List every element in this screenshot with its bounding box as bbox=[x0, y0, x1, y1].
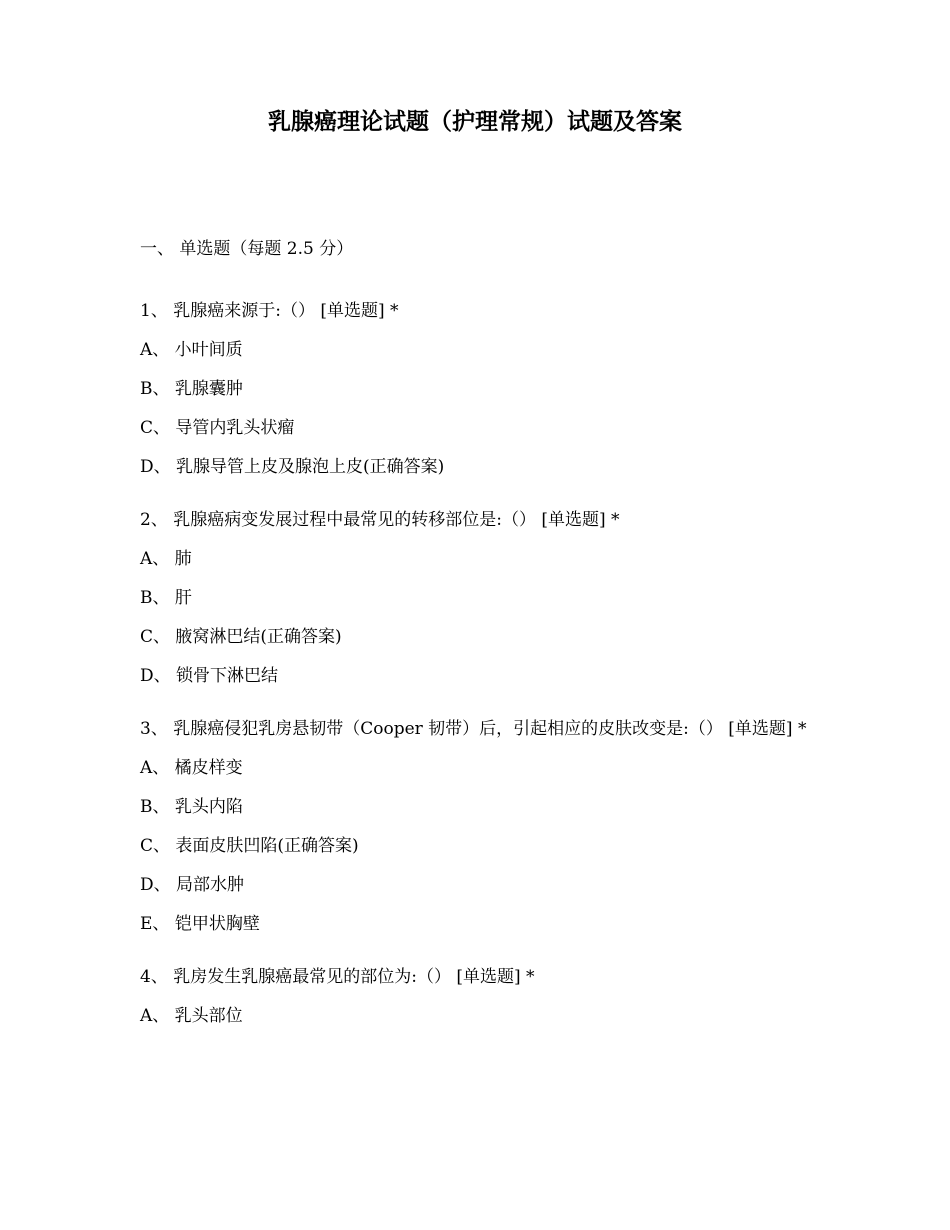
question-text: 2、 乳腺癌病变发展过程中最常见的转移部位是:（） [单选题] * bbox=[140, 510, 620, 530]
question-text: 3、 乳腺癌侵犯乳房悬韧带（Cooper 韧带）后，引起相应的皮肤改变是:（） [单选题] * bbox=[140, 719, 807, 739]
option-a: A、 小叶间质 bbox=[140, 340, 243, 360]
question-3 bbox=[140, 710, 810, 944]
question-1 bbox=[140, 292, 810, 487]
option-a: A、 橘皮样变 bbox=[140, 758, 243, 778]
option-c: C、 导管内乳头状瘤 bbox=[140, 418, 295, 438]
question-2 bbox=[140, 501, 810, 696]
option-b: B、 肝 bbox=[140, 588, 192, 608]
option-d: D、 锁骨下淋巴结 bbox=[140, 666, 279, 686]
question-text: 1、 乳腺癌来源于:（） [单选题] * bbox=[140, 301, 399, 321]
section-heading: 一、 单选题（每题 2.5 分） bbox=[140, 239, 354, 259]
option-e: E、 铠甲状胸壁 bbox=[140, 914, 260, 934]
option-b: B、 乳头内陷 bbox=[140, 797, 243, 817]
option-a: A、 肺 bbox=[140, 549, 192, 569]
page-title: 乳腺癌理论试题（护理常规）试题及答案 bbox=[268, 109, 682, 135]
option-d: D、 乳腺导管上皮及腺泡上皮(正确答案) bbox=[140, 457, 445, 477]
question-4 bbox=[140, 958, 810, 1036]
option-b: B、 乳腺囊肿 bbox=[140, 379, 243, 399]
question-text: 4、 乳房发生乳腺癌最常见的部位为:（） [单选题] * bbox=[140, 967, 535, 987]
option-c: C、 表面皮肤凹陷(正确答案) bbox=[140, 836, 359, 856]
question-list bbox=[140, 292, 810, 1046]
option-d: D、 局部水肿 bbox=[140, 875, 245, 895]
option-a: A、 乳头部位 bbox=[140, 1006, 243, 1026]
option-c: C、 腋窝淋巴结(正确答案) bbox=[140, 627, 342, 647]
